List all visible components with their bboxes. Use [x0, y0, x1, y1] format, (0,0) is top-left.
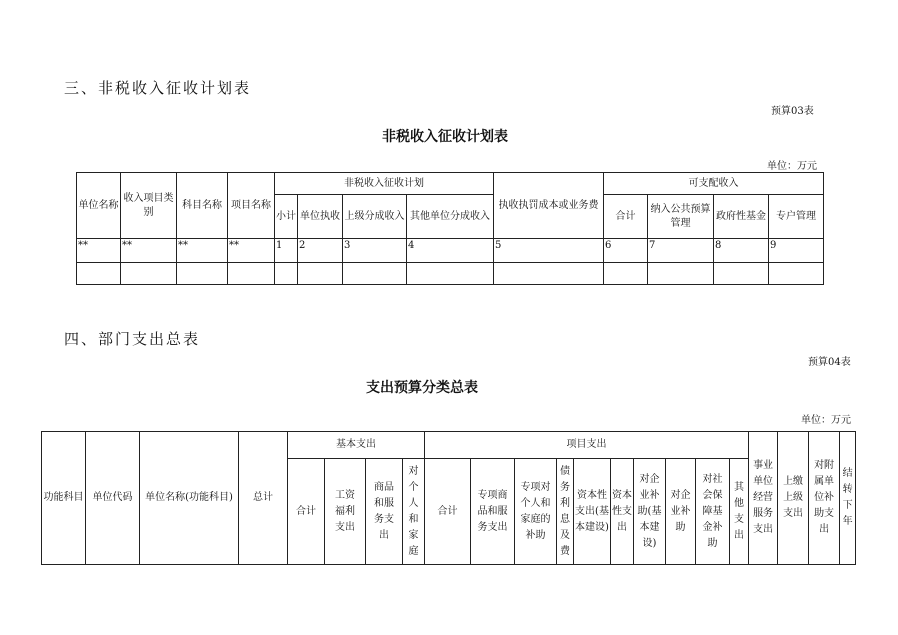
table-cell: 8 [714, 239, 769, 263]
col-public-budget: 纳入公共预算管理 [648, 195, 714, 239]
section4-table-code: 预算04表 [808, 357, 851, 368]
section4-title: 支出预算分类总表 [366, 380, 478, 396]
col-business-service: 事业单位经营服务支出 [749, 432, 778, 565]
col-unit-code: 单位代码 [86, 432, 140, 565]
col-enterprise: 对企业补助 [666, 459, 696, 565]
table-cell: 4 [407, 239, 494, 263]
section4-unit: 单位：万元 [801, 415, 851, 426]
table-cell: ** [228, 239, 275, 263]
table-cell: 2 [298, 239, 343, 263]
col-item-name: 项目名称 [228, 173, 275, 239]
col-unit-name-func: 单位名称(功能科目) [140, 432, 239, 565]
table-cell: ** [77, 239, 121, 263]
group-basic-expenditure: 基本支出 [288, 432, 425, 459]
col-project-total: 合计 [425, 459, 471, 565]
col-grand-total: 总计 [239, 432, 288, 565]
table-row [77, 239, 824, 263]
group-project-expenditure: 项目支出 [425, 432, 749, 459]
col-unit-name: 单位名称 [77, 173, 121, 239]
col-capital: 资本性支出 [611, 459, 634, 565]
col-subject-name: 科目名称 [177, 173, 228, 239]
col-personal-family: 对个人和家庭 [403, 459, 425, 565]
col-other-share: 其他单位分成收入 [407, 195, 494, 239]
col-proj-goods: 专项商品和服务支出 [471, 459, 515, 565]
col-debt-interest: 债务利息及费 [557, 459, 574, 565]
table-cell: 6 [604, 239, 648, 263]
section3-title: 非税收入征收计划表 [382, 129, 508, 145]
section4-heading: 四、部门支出总表 [64, 330, 201, 348]
col-total: 合计 [604, 195, 648, 239]
col-capital-basic: 资本性支出(基本建设) [574, 459, 611, 565]
col-func-subject: 功能科目 [42, 432, 86, 565]
col-penalty-cost: 执收执罚成本或业务费 [494, 173, 604, 239]
table-row-empty [77, 263, 824, 285]
col-carry-forward: 结转下年 [840, 432, 856, 565]
col-goods-services: 商品和服务支出 [366, 459, 403, 565]
table-cell: 1 [275, 239, 298, 263]
col-social-security: 对社会保障基金补助 [696, 459, 730, 565]
col-basic-total: 合计 [288, 459, 325, 565]
section3-heading: 三、非税收入征收计划表 [64, 79, 252, 97]
col-enterprise-basic: 对企业补助(基本建设) [634, 459, 666, 565]
col-subsidiary: 对附属单位补助支出 [809, 432, 840, 565]
col-gov-fund: 政府性基金 [714, 195, 769, 239]
col-other: 其他支出 [730, 459, 749, 565]
col-special-mgmt: 专户管理 [769, 195, 824, 239]
section3-unit: 单位：万元 [767, 161, 817, 172]
section3-table-code: 预算03表 [771, 106, 814, 117]
col-subtotal: 小计 [275, 195, 298, 239]
col-salary: 工资福利支出 [325, 459, 366, 565]
col-income-type: 收入项目类别 [121, 173, 177, 239]
group-disposable-income: 可支配收入 [604, 173, 824, 195]
col-turn-over: 上缴上级支出 [778, 432, 809, 565]
col-upper-share: 上级分成收入 [343, 195, 407, 239]
table-cell: ** [121, 239, 177, 263]
col-unit-collect: 单位执收 [298, 195, 343, 239]
col-proj-personal: 专项对个人和家庭的补助 [515, 459, 557, 565]
expenditure-summary-table [41, 431, 856, 565]
table-cell: 5 [494, 239, 604, 263]
table-cell: 9 [769, 239, 824, 263]
nontax-plan-table [76, 172, 824, 285]
table-cell: 7 [648, 239, 714, 263]
table-cell: ** [177, 239, 228, 263]
table-cell: 3 [343, 239, 407, 263]
group-collection-plan: 非税收入征收计划 [275, 173, 494, 195]
